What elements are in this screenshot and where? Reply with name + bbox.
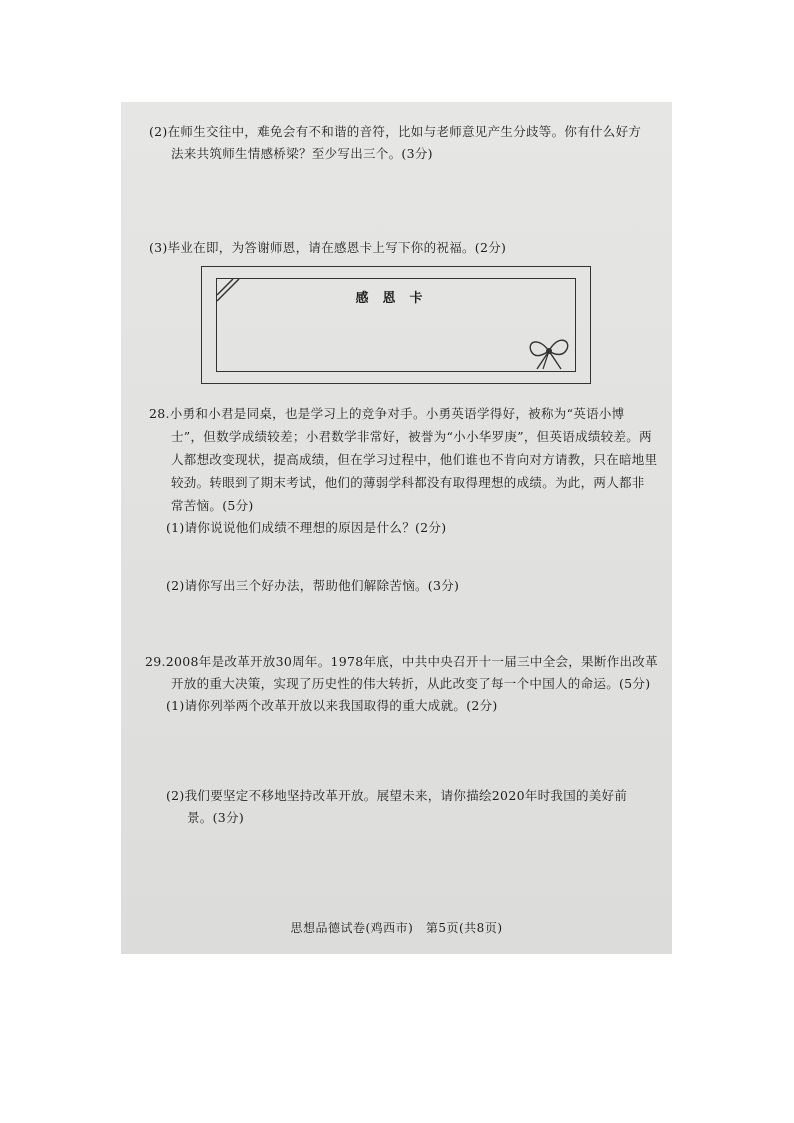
q28-line4: 较劲。转眼到了期末考试，他们的薄弱学科都没有取得理想的成绩。为此，两人都非 — [171, 475, 645, 490]
q29-line1: 29.2008年是改革开放30周年。1978年底，中共中央召开十一届三中全会，果断作出改革 — [145, 654, 658, 669]
thank-you-card-inner-frame — [216, 278, 576, 372]
thank-you-card — [201, 266, 591, 384]
q28-part1: (1)请你说说他们成绩不理想的原因是什么？(2分) — [166, 520, 447, 535]
q29-part1: (1)请你列举两个改革开放以来我国取得的重大成就。(2分) — [166, 698, 498, 713]
q28-line3: 人都想改变现状，提高成绩，但在学习过程中，他们谁也不肯向对方请教，只在暗地里 — [171, 452, 658, 467]
q27-part2-line1: (2)在师生交往中，难免会有不和谐的音符，比如与老师意见产生分歧等。你有什么好方 — [149, 124, 642, 139]
q28-line2: 士”，但数学成绩较差；小君数学非常好，被誉为“小小华罗庚”，但英语成绩较差。两 — [171, 429, 652, 444]
ribbon-bow-icon — [523, 331, 575, 371]
exam-page — [121, 102, 672, 954]
card-title: 感恩卡 — [355, 291, 437, 306]
q29-line2: 开放的重大决策，实现了历史性的伟大转折，从此改变了每一个中国人的命运。(5分) — [171, 676, 651, 691]
q29-part2-line1: (2)我们要坚定不移地坚持改革开放。展望未来，请你描绘2020年时我国的美好前 — [166, 788, 628, 803]
q28-line5: 常苦恼。(5分) — [171, 498, 254, 513]
q28-line1: 28.小勇和小君是同桌，也是学习上的竞争对手。小勇英语学得好，被称为“英语小博 — [149, 406, 625, 421]
q29-part2-line2: 景。(3分) — [187, 810, 245, 825]
q28-part2: (2)请你写出三个好办法，帮助他们解除苦恼。(3分) — [166, 578, 460, 593]
q27-part3: (3)毕业在即，为答谢师恩，请在感恩卡上写下你的祝福。(2分) — [149, 240, 507, 255]
page-footer: 思想品德试卷(鸡西市) 第5页(共8页) — [290, 921, 503, 935]
q27-part2-line2: 法来共筑师生情感桥梁？至少写出三个。(3分) — [171, 146, 433, 161]
